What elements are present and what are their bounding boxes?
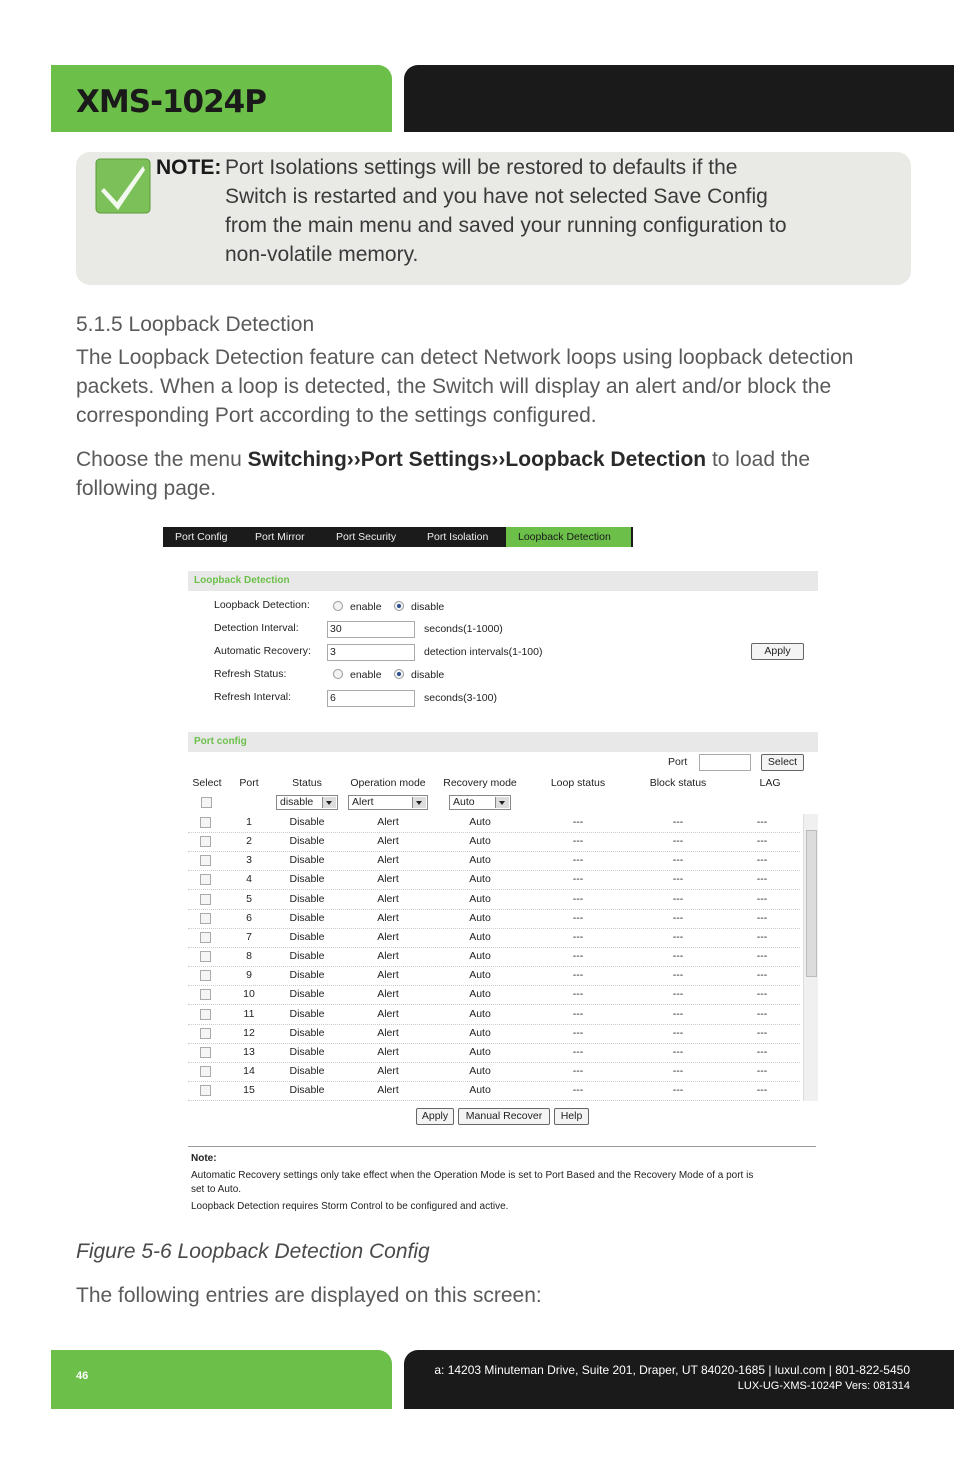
cell-rec: Auto bbox=[469, 835, 491, 848]
table-scrollbar[interactable] bbox=[803, 814, 818, 1101]
refresh-disable-radio[interactable] bbox=[394, 669, 404, 679]
cell-lag: --- bbox=[756, 835, 768, 848]
chevron-down-icon bbox=[495, 797, 509, 808]
footer-green-band bbox=[51, 1350, 392, 1409]
cell-lag: --- bbox=[756, 892, 768, 905]
cell-status: Disable bbox=[289, 816, 325, 828]
cell-op: Alert bbox=[377, 835, 399, 848]
refresh-interval-unit: seconds(3-100) bbox=[424, 692, 497, 704]
apply-button[interactable]: Apply bbox=[416, 1108, 454, 1125]
recovery-filter-select[interactable]: Auto bbox=[449, 795, 511, 810]
cell-port: 10 bbox=[243, 988, 255, 1001]
cell-rec: Auto bbox=[469, 1064, 491, 1077]
detection-enable-label: enable bbox=[350, 601, 382, 613]
cell-block: --- bbox=[672, 911, 684, 924]
col-block-status: Block status bbox=[649, 777, 707, 789]
cell-port: 11 bbox=[243, 1007, 255, 1020]
row-select-checkbox[interactable] bbox=[200, 1009, 211, 1020]
table-row bbox=[188, 870, 800, 890]
cell-status: Disable bbox=[289, 854, 325, 867]
cell-loop: --- bbox=[572, 1026, 584, 1039]
detection-disable-label: disable bbox=[411, 601, 445, 613]
cell-rec: Auto bbox=[469, 969, 491, 982]
cell-loop: --- bbox=[572, 969, 584, 982]
cell-rec: Auto bbox=[469, 930, 491, 943]
row-select-checkbox[interactable] bbox=[200, 913, 211, 924]
cell-block: --- bbox=[672, 835, 684, 848]
refresh-enable-radio[interactable] bbox=[333, 669, 343, 679]
manual-recover-button[interactable]: Manual Recover bbox=[458, 1108, 550, 1125]
cell-port: 14 bbox=[243, 1064, 255, 1077]
cell-port: 9 bbox=[246, 969, 252, 982]
cell-block: --- bbox=[672, 988, 684, 1001]
tab-bar bbox=[163, 527, 633, 547]
row-select-checkbox[interactable] bbox=[200, 989, 211, 1000]
cell-port: 5 bbox=[246, 892, 252, 905]
cell-lag: --- bbox=[756, 950, 768, 963]
cell-op: Alert bbox=[377, 816, 399, 828]
cell-op: Alert bbox=[377, 1064, 399, 1077]
cell-block: --- bbox=[672, 1045, 684, 1058]
table-row bbox=[188, 851, 800, 871]
cell-rec: Auto bbox=[469, 950, 491, 963]
col-status: Status bbox=[292, 777, 322, 789]
port-config-header: Port config bbox=[188, 732, 818, 752]
cell-loop: --- bbox=[572, 988, 584, 1001]
cell-block: --- bbox=[672, 816, 684, 828]
cell-rec: Auto bbox=[469, 1007, 491, 1020]
cell-status: Disable bbox=[289, 1045, 325, 1058]
cell-block: --- bbox=[672, 1064, 684, 1077]
cell-op: Alert bbox=[377, 950, 399, 963]
cell-loop: --- bbox=[572, 911, 584, 924]
cell-block: --- bbox=[672, 854, 684, 867]
operation-filter-select[interactable]: Alert bbox=[348, 795, 428, 810]
row-select-checkbox[interactable] bbox=[200, 855, 211, 866]
following-text: The following entries are displayed on this screen: bbox=[76, 1284, 542, 1307]
help-button[interactable]: Help bbox=[554, 1108, 589, 1125]
table-row bbox=[188, 928, 800, 948]
recovery-label: Automatic Recovery: bbox=[214, 645, 311, 657]
cell-rec: Auto bbox=[469, 1084, 491, 1097]
screenshot-note-line: Automatic Recovery settings only take effect when the Operation Mode is set to Port Based and the Recovery Mode of a port is bbox=[191, 1170, 754, 1181]
cell-status: Disable bbox=[289, 892, 325, 905]
cell-port: 7 bbox=[246, 930, 252, 943]
cell-block: --- bbox=[672, 950, 684, 963]
interval-label: Detection Interval: bbox=[214, 622, 299, 634]
recovery-input[interactable]: 3 bbox=[327, 644, 415, 661]
chevron-down-icon bbox=[322, 797, 336, 808]
cell-status: Disable bbox=[289, 950, 325, 963]
cell-block: --- bbox=[672, 930, 684, 943]
note-line: Switch is restarted and you have not selected Save Config bbox=[225, 185, 768, 208]
cell-lag: --- bbox=[756, 1045, 768, 1058]
cell-loop: --- bbox=[572, 873, 584, 886]
paragraph-line: corresponding Port according to the settings configured. bbox=[76, 404, 597, 427]
cell-lag: --- bbox=[756, 873, 768, 886]
table-row bbox=[188, 1043, 800, 1063]
tab-port-config[interactable]: Port Config bbox=[175, 531, 228, 543]
paragraph-line: Choose the menu Switching››Port Settings››Loopback Detection to load the bbox=[76, 448, 811, 471]
row-select-checkbox[interactable] bbox=[200, 1047, 211, 1058]
recovery-unit: detection intervals(1-100) bbox=[424, 646, 543, 658]
table-row bbox=[188, 1024, 800, 1044]
cell-op: Alert bbox=[377, 911, 399, 924]
detection-enable-radio[interactable] bbox=[333, 601, 343, 611]
cell-lag: --- bbox=[756, 854, 768, 867]
refresh-interval-label: Refresh Interval: bbox=[214, 691, 292, 703]
cell-lag: --- bbox=[756, 1007, 768, 1020]
table-row bbox=[188, 966, 800, 986]
col-recovery-mode: Recovery mode bbox=[443, 777, 517, 789]
cell-lag: --- bbox=[756, 1026, 768, 1039]
row-select-checkbox[interactable] bbox=[200, 817, 211, 828]
cell-block: --- bbox=[672, 1007, 684, 1020]
cell-loop: --- bbox=[572, 1064, 584, 1077]
tab-port-security[interactable]: Port Security bbox=[336, 531, 397, 543]
row-select-checkbox[interactable] bbox=[200, 1066, 211, 1077]
cell-loop: --- bbox=[572, 816, 584, 828]
cell-loop: --- bbox=[572, 854, 584, 867]
cell-status: Disable bbox=[289, 988, 325, 1001]
status-filter-select[interactable]: disable bbox=[276, 795, 338, 810]
header-black-band bbox=[404, 65, 954, 132]
cell-port: 8 bbox=[246, 950, 252, 963]
cell-loop: --- bbox=[572, 1007, 584, 1020]
col-loop-status: Loop status bbox=[550, 777, 606, 789]
cell-rec: Auto bbox=[469, 892, 491, 905]
cell-rec: Auto bbox=[469, 1026, 491, 1039]
cell-lag: --- bbox=[756, 988, 768, 1001]
cell-lag: --- bbox=[756, 911, 768, 924]
figure-caption: Figure 5-6 Loopback Detection Config bbox=[76, 1240, 430, 1263]
cell-status: Disable bbox=[289, 873, 325, 886]
cell-block: --- bbox=[672, 1026, 684, 1039]
cell-status: Disable bbox=[289, 969, 325, 982]
scrollbar-thumb[interactable] bbox=[806, 830, 817, 977]
cell-status: Disable bbox=[289, 835, 325, 848]
footer-doc-id: LUX-UG-XMS-1024P Vers: 081314 bbox=[737, 1380, 910, 1392]
table-row bbox=[188, 947, 800, 967]
cell-loop: --- bbox=[572, 835, 584, 848]
tab-port-isolation[interactable]: Port Isolation bbox=[427, 531, 489, 543]
cell-rec: Auto bbox=[469, 816, 491, 828]
refresh-enable-label: enable bbox=[350, 669, 382, 681]
divider bbox=[188, 1146, 816, 1147]
table-row bbox=[188, 1005, 800, 1025]
cell-rec: Auto bbox=[469, 911, 491, 924]
tab-port-mirror[interactable]: Port Mirror bbox=[255, 531, 305, 543]
screenshot-note-title: Note: bbox=[191, 1153, 217, 1164]
cell-rec: Auto bbox=[469, 854, 491, 867]
cell-block: --- bbox=[672, 969, 684, 982]
cell-status: Disable bbox=[289, 911, 325, 924]
chevron-down-icon bbox=[412, 797, 426, 808]
table-row bbox=[188, 909, 800, 929]
table-row bbox=[188, 1081, 800, 1101]
global-config-header: Loopback Detection bbox=[188, 571, 818, 591]
select-all-checkbox[interactable] bbox=[201, 797, 212, 808]
cell-status: Disable bbox=[289, 1007, 325, 1020]
col-lag: LAG bbox=[759, 777, 781, 789]
table-row bbox=[188, 985, 800, 1005]
row-select-checkbox[interactable] bbox=[200, 951, 211, 962]
cell-block: --- bbox=[672, 892, 684, 905]
note-label: NOTE: bbox=[156, 156, 222, 179]
cell-lag: --- bbox=[756, 816, 768, 828]
note-line: from the main menu and saved your running configuration to bbox=[225, 214, 787, 237]
interval-unit: seconds(1-1000) bbox=[424, 623, 503, 635]
row-select-checkbox[interactable] bbox=[200, 932, 211, 943]
cell-port: 12 bbox=[243, 1026, 255, 1039]
detection-disable-radio[interactable] bbox=[394, 601, 404, 611]
cell-block: --- bbox=[672, 1084, 684, 1097]
cell-loop: --- bbox=[572, 930, 584, 943]
cell-rec: Auto bbox=[469, 988, 491, 1001]
table-row bbox=[188, 813, 800, 833]
document-title: XMS-1024P bbox=[76, 84, 266, 120]
select-port-button[interactable]: Select bbox=[761, 754, 804, 771]
section-heading: 5.1.5 Loopback Detection bbox=[76, 313, 315, 336]
cell-rec: Auto bbox=[469, 873, 491, 886]
table-row bbox=[188, 890, 800, 910]
cell-op: Alert bbox=[377, 969, 399, 982]
cell-status: Disable bbox=[289, 930, 325, 943]
tab-loopback-detection[interactable]: Loopback Detection bbox=[506, 527, 631, 547]
refresh-interval-input[interactable]: 6 bbox=[327, 690, 415, 707]
detection-label: Loopback Detection: bbox=[214, 599, 310, 611]
cell-op: Alert bbox=[377, 988, 399, 1001]
cell-port: 6 bbox=[246, 911, 252, 924]
row-select-checkbox[interactable] bbox=[200, 836, 211, 847]
interval-input[interactable]: 30 bbox=[327, 621, 415, 638]
row-select-checkbox[interactable] bbox=[200, 874, 211, 885]
paragraph-line: The Loopback Detection feature can detect Network loops using loopback detection bbox=[76, 346, 854, 369]
cell-op: Alert bbox=[377, 1026, 399, 1039]
col-operation-mode: Operation mode bbox=[350, 777, 426, 789]
cell-op: Alert bbox=[377, 930, 399, 943]
cell-lag: --- bbox=[756, 969, 768, 982]
port-filter-input[interactable] bbox=[699, 754, 751, 771]
cell-lag: --- bbox=[756, 1064, 768, 1077]
row-select-checkbox[interactable] bbox=[200, 970, 211, 981]
cell-port: 15 bbox=[243, 1084, 255, 1097]
cell-lag: --- bbox=[756, 930, 768, 943]
cell-loop: --- bbox=[572, 1045, 584, 1058]
col-select: Select bbox=[192, 777, 222, 789]
refresh-status-label: Refresh Status: bbox=[214, 668, 287, 680]
screenshot-note-line: Loopback Detection requires Storm Control to be configured and active. bbox=[191, 1201, 509, 1212]
cell-op: Alert bbox=[377, 1084, 399, 1097]
cell-op: Alert bbox=[377, 1007, 399, 1020]
apply-global-button[interactable]: Apply bbox=[751, 643, 804, 660]
cell-port: 4 bbox=[246, 873, 252, 886]
cell-status: Disable bbox=[289, 1084, 325, 1097]
cell-port: 13 bbox=[243, 1045, 255, 1058]
cell-status: Disable bbox=[289, 1064, 325, 1077]
paragraph-line: following page. bbox=[76, 477, 217, 500]
note-line: non-volatile memory. bbox=[225, 243, 419, 266]
cell-loop: --- bbox=[572, 892, 584, 905]
checkmark-icon bbox=[95, 158, 151, 214]
row-select-checkbox[interactable] bbox=[200, 894, 211, 905]
row-select-checkbox[interactable] bbox=[200, 1028, 211, 1039]
table-row bbox=[188, 1062, 800, 1082]
cell-loop: --- bbox=[572, 1084, 584, 1097]
cell-op: Alert bbox=[377, 854, 399, 867]
refresh-disable-label: disable bbox=[411, 669, 445, 681]
page-number: 46 bbox=[76, 1370, 89, 1382]
cell-op: Alert bbox=[377, 1045, 399, 1058]
cell-status: Disable bbox=[289, 1026, 325, 1039]
cell-rec: Auto bbox=[469, 1045, 491, 1058]
row-select-checkbox[interactable] bbox=[200, 1085, 211, 1096]
cell-block: --- bbox=[672, 873, 684, 886]
cell-port: 2 bbox=[246, 835, 252, 848]
cell-lag: --- bbox=[756, 1084, 768, 1097]
cell-op: Alert bbox=[377, 873, 399, 886]
col-port: Port bbox=[239, 777, 259, 789]
cell-loop: --- bbox=[572, 950, 584, 963]
port-filter-label: Port bbox=[668, 756, 688, 768]
screenshot-note-line: set to Auto. bbox=[191, 1184, 242, 1195]
cell-port: 3 bbox=[246, 854, 252, 867]
footer-address: a: 14203 Minuteman Drive, Suite 201, Draper, UT 84020-1685 | luxul.com | 801-822-5450 bbox=[434, 1363, 910, 1377]
note-line: Port Isolations settings will be restored to defaults if the bbox=[225, 156, 738, 179]
cell-port: 1 bbox=[246, 816, 252, 828]
cell-op: Alert bbox=[377, 892, 399, 905]
menu-path: Switching››Port Settings››Loopback Detection bbox=[247, 448, 707, 471]
table-row bbox=[188, 832, 800, 852]
paragraph-line: packets. When a loop is detected, the Switch will display an alert and/or block the bbox=[76, 375, 832, 398]
